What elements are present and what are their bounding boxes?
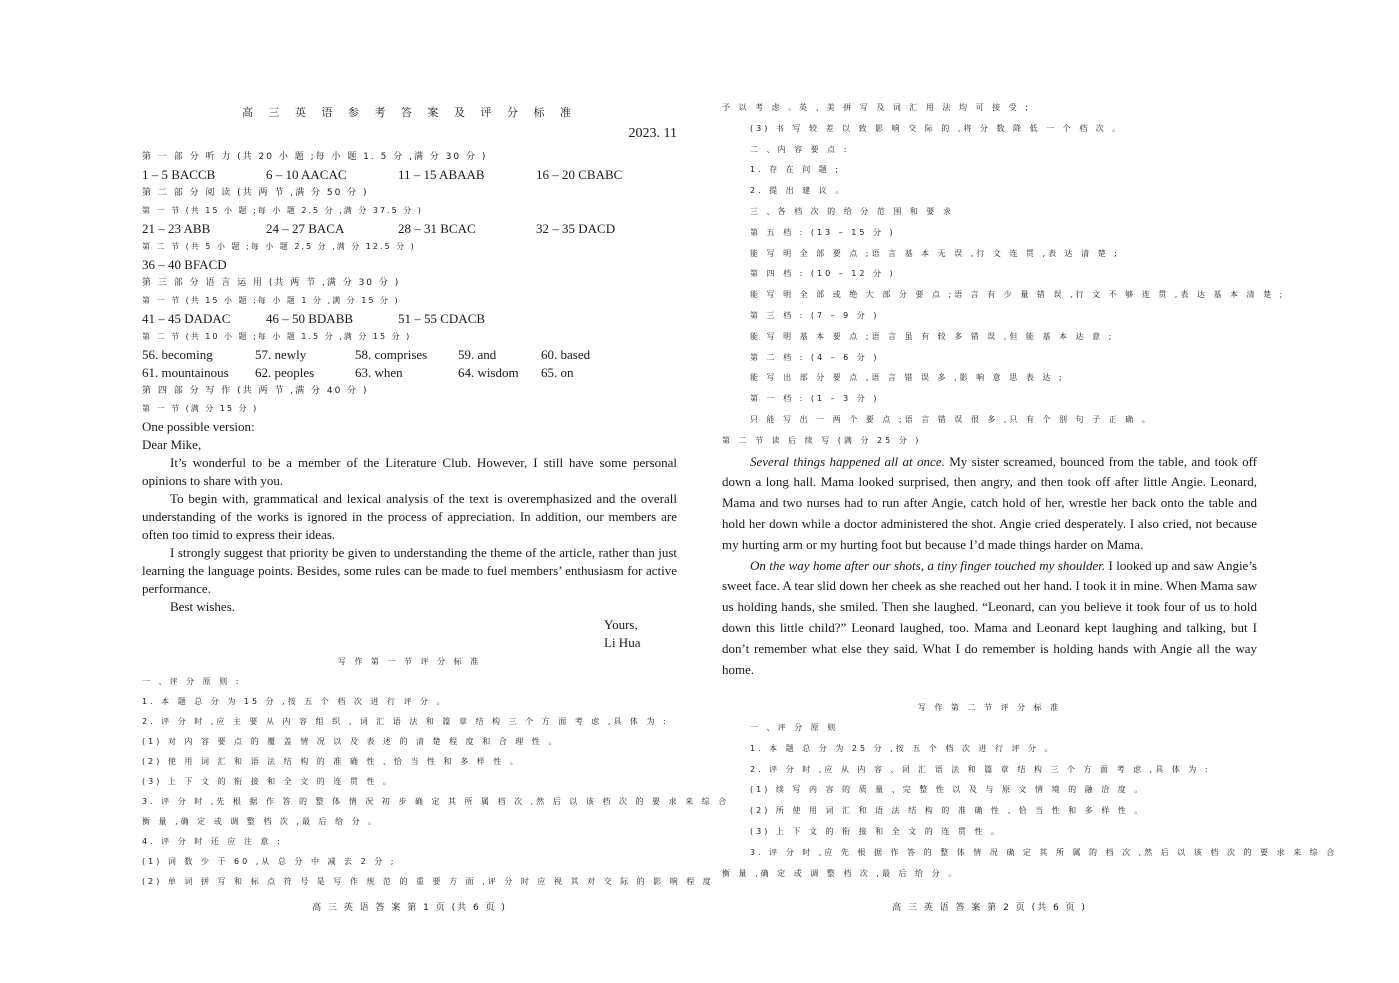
answer-group: 32 – 35 DACD xyxy=(536,221,616,236)
rubric-line: 2. 提 出 建 议 。 xyxy=(750,186,847,196)
part1-heading: 第 一 部 分 听 力 (共 20 小 题 ;每 小 题 1. 5 分 ,满 分 30 分 ) xyxy=(142,152,488,162)
possible-version-label: One possible version: xyxy=(142,419,255,434)
criteria-line: (2) 所 使 用 词 汇 和 语 法 结 构 的 准 确 性 、恰 当 性 和 多 样 性 。 xyxy=(750,806,1146,816)
criteria-block xyxy=(142,652,730,892)
letter-signature: Li Hua xyxy=(604,635,641,650)
part2-section2-heading: 第 二 节 (共 5 小 题 ;每 小 题 2.5 分 ,满 分 12.5 分 ) xyxy=(142,242,416,251)
story-lead: On the way home after our shots, a tiny finger touched my shoulder. xyxy=(750,557,1106,573)
word-answer: 61. mountainous xyxy=(142,365,229,380)
answer-group: 1 – 5 BACCB xyxy=(142,167,216,182)
answer-group: 36 – 40 BFACD xyxy=(142,257,227,272)
answer-group: 46 – 50 BDABB xyxy=(266,311,354,326)
criteria-line: 2. 评 分 时 ,应 从 内 容 、词 汇 语 法 和 篇 章 结 构 三 个 方 面 考 虑 ,具 体 为 : xyxy=(750,764,1211,774)
rubric-line: 能 写 明 基 本 要 点 ;语 言 虽 有 较 多 错 误 ,但 能 基 本 达 意 ; xyxy=(750,331,1115,341)
criteria-line: (2) 单 词 拼 写 和 标 点 符 号 是 写 作 规 范 的 重 要 方 面 ,评 分 时 应 视 其 对 交 际 的 影 响 程 度 xyxy=(142,877,714,886)
answer-key xyxy=(142,148,677,652)
criteria-title: 写 作 第 二 节 评 分 标 准 xyxy=(917,703,1062,712)
letter-greeting: Dear Mike, xyxy=(142,437,202,452)
word-answers-row xyxy=(142,346,677,364)
criteria-line: 1. 本 题 总 分 为 25 分 ,按 五 个 档 次 进 行 评 分 。 xyxy=(750,743,1056,753)
rubric-line: 1. 存 在 问 题 ; xyxy=(750,165,842,175)
part1-answers xyxy=(142,166,677,184)
part4-section2-heading: 第 二 节 读 后 续 写 (满 分 25 分 ) xyxy=(722,435,922,445)
rubric-line: 只 能 写 出 一 两 个 要 点 ;语 言 错 误 很 多 ,只 有 个 别 句 子 正 确 。 xyxy=(750,414,1153,424)
rubric-line: (3) 书 写 较 差 以 致 影 响 交 际 的 ,将 分 数 降 低 一 个 档 次 。 xyxy=(750,123,1124,133)
rubric-line: 能 写 出 部 分 要 点 ,语 言 错 误 多 ,影 响 意 思 表 达 ; xyxy=(750,373,1065,383)
story-paragraph xyxy=(722,452,1257,556)
criteria-line: 衡 量 ,确 定 或 调 整 档 次 ,最 后 给 分 。 xyxy=(722,868,960,878)
word-answer: 57. newly xyxy=(255,347,307,362)
letter-closing: Best wishes. xyxy=(170,599,235,614)
part3-section2-heading: 第 二 节 (共 10 小 题 ;每 小 题 1.5 分 ,满 分 15 分 ) xyxy=(142,332,412,341)
letter-paragraph: It’s wonderful to be a member of the Literature Club. However, I still have some personal opinions to share with you. xyxy=(142,455,677,488)
letter-paragraph: I strongly suggest that priority be given to understanding the theme of the article, rather than just learning the language points. Besides, some rules can be made to fuel members’ enthusiasm for active performance. xyxy=(142,545,677,596)
story-text: My sister screamed, bounced from the table, and took off down a long hall. Mama looked surprised, then angry, and then took off after little Angie. Leonard, Mama and two nurses had to run after Angie, catch hold of her, wrestle her back onto the table and hold her down while a doctor administered the shot. Angie cried desperately. I also cried, not because my hurting arm or my hurting foot but because I’d made things harder on Mama. xyxy=(722,453,1257,552)
criteria-line: 3. 评 分 时 ,应 先 根 据 作 答 的 整 体 情 况 确 定 其 所 属 的 档 次 ,然 后 以 该 档 次 的 要 求 来 综 合 xyxy=(750,847,1338,857)
rubric-band: 第 五 档 : (13 – 15 分 ) xyxy=(750,227,896,237)
criteria-title: 写 作 第 一 节 评 分 标 准 xyxy=(337,657,482,666)
letter-signoff: Yours, xyxy=(604,617,638,632)
story-lead: Several things happened all at once. xyxy=(750,453,945,469)
criteria-line: (1) 词 数 少 于 60 ,从 总 分 中 减 去 2 分 ; xyxy=(142,857,397,866)
page-title: 高 三 英 语 参 考 答 案 及 评 分 标 准 xyxy=(242,106,577,119)
answer-group: 16 – 20 CBABC xyxy=(536,167,623,182)
criteria-line: 3. 评 分 时 ,先 根 据 作 答 的 整 体 情 况 初 步 确 定 其 所 属 档 次 ,然 后 以 该 档 次 的 要 求 来 综 合 xyxy=(142,797,730,806)
rubric-line: 予 以 考 虑 。英 、美 拼 写 及 词 汇 用 法 均 可 接 受 ; xyxy=(722,103,1031,112)
word-answer: 63. when xyxy=(355,365,403,380)
part4-heading: 第 四 部 分 写 作 (共 两 节 ,满 分 40 分 ) xyxy=(142,386,369,396)
rubric-line: 能 写 明 全 部 要 点 ;语 言 基 本 无 误 ,行 文 连 贯 ,表 达 清 楚 ; xyxy=(750,248,1120,258)
rubric-band: 第 二 档 : (4 – 6 分 ) xyxy=(750,352,880,362)
answer-group: 11 – 15 ABAAB xyxy=(398,167,485,182)
rubric-heading: 三 、各 档 次 的 给 分 范 围 和 要 求 xyxy=(750,206,954,216)
criteria-line: 一 、评 分 原 则 xyxy=(750,723,839,732)
rubric-line: 能 写 明 全 部 或 绝 大 部 分 要 点 ;语 言 有 少 量 错 误 ,行 文 不 够 连 贯 ,表 达 基 本 清 楚 ; xyxy=(750,290,1286,300)
criteria-block xyxy=(722,698,1338,884)
rubric-band: 第 一 档 : (1 – 3 分 ) xyxy=(750,394,880,404)
answer-group: 21 – 23 ABB xyxy=(142,221,211,236)
story-paragraph xyxy=(722,556,1257,681)
word-answer: 58. comprises xyxy=(355,347,428,362)
rubric-block xyxy=(722,98,1286,680)
rubric-band: 第 三 档 : (7 – 9 分 ) xyxy=(750,310,880,320)
part2-answers xyxy=(142,220,677,238)
word-answer: 56. becoming xyxy=(142,347,213,362)
answer-group: 6 – 10 AACAC xyxy=(266,167,347,182)
part4-section1-heading: 第 一 节 (满 分 15 分 ) xyxy=(142,404,259,413)
answer-group: 41 – 45 DADAC xyxy=(142,311,231,326)
rubric-heading: 二 、内 容 要 点 : xyxy=(750,144,850,154)
criteria-line: 一 、评 分 原 则 : xyxy=(142,677,242,686)
criteria-line: (2) 使 用 词 汇 和 语 法 结 构 的 准 确 性 、恰 当 性 和 多 样 性 。 xyxy=(142,757,521,766)
page-footer: 高 三 英 语 答 案 第 1 页 (共 6 页 ) xyxy=(312,903,507,913)
page-left xyxy=(142,0,730,983)
criteria-line: (1) 续 写 内 容 的 质 量 、完 整 性 以 及 与 原 文 情 境 的 融 洽 度 。 xyxy=(750,785,1146,795)
page-right xyxy=(722,0,1338,983)
part3-section1-heading: 第 一 节 (共 15 小 题 ;每 小 题 1 分 ,满 分 15 分 ) xyxy=(142,296,400,305)
criteria-line: 4. 评 分 时 还 应 注 意 : xyxy=(142,837,283,846)
part3-answers xyxy=(142,310,677,328)
story-text: I looked up and saw Angie’s sweet face. A tear slid down her cheek as she reached out her hand. I took it in mine. When Mama saw us holding hands, she smiled. Then she laughed. “Leonard, can you believe it took four of us to hold down this little child?” Leonard laughed, too. Mama and Leonard kept laughing and talking, but I don’t remember what else they said. What I do remember is holding hands with Angie all the way home. xyxy=(722,557,1257,677)
word-answer: 62. peoples xyxy=(255,365,315,380)
letter-paragraph: To begin with, grammatical and lexical analysis of the text is overemphasized and the overall understanding of the works is ignored in the process of appreciation. In addition, our members are often too timid to express their ideas. xyxy=(142,491,677,542)
criteria-line: (3) 上 下 文 的 衔 接 和 全 文 的 连 贯 性 。 xyxy=(142,777,394,786)
answer-group: 24 – 27 BACA xyxy=(266,221,345,236)
criteria-line: (1) 对 内 容 要 点 的 覆 盖 情 况 以 及 表 述 的 清 楚 程 度 和 合 理 性 。 xyxy=(142,737,560,746)
date: 2023. 11 xyxy=(628,126,677,141)
answer-group: 28 – 31 BCAC xyxy=(398,221,476,236)
page-footer: 高 三 英 语 答 案 第 2 页 (共 6 页 ) xyxy=(892,903,1087,913)
criteria-line: 衡 量 ,确 定 或 调 整 档 次 ,最 后 给 分 。 xyxy=(142,817,380,826)
rubric-band: 第 四 档 : (10 – 12 分 ) xyxy=(750,269,896,279)
criteria-line: 1. 本 题 总 分 为 15 分 ,按 五 个 档 次 进 行 评 分 。 xyxy=(142,697,448,706)
criteria-line: (3) 上 下 文 的 衔 接 和 全 文 的 连 贯 性 。 xyxy=(750,826,1002,836)
word-answer: 60. based xyxy=(541,347,591,362)
criteria-line: 2. 评 分 时 ,应 主 要 从 内 容 组 织 、词 汇 语 法 和 篇 章 结 构 三 个 方 面 考 虑 ,具 体 为 : xyxy=(142,717,669,726)
part2-section1-heading: 第 一 节 (共 15 小 题 ;每 小 题 2.5 分 ,满 分 37.5 分 ) xyxy=(142,206,423,215)
answer-group: 51 – 55 CDACB xyxy=(398,311,486,326)
part2-heading: 第 二 部 分 阅 读 (共 两 节 ,满 分 50 分 ) xyxy=(142,188,369,198)
part3-heading: 第 三 部 分 语 言 运 用 (共 两 节 ,满 分 30 分 ) xyxy=(142,278,401,288)
word-answers-row xyxy=(142,364,677,382)
word-answer: 65. on xyxy=(541,365,574,380)
word-answer: 59. and xyxy=(458,347,497,362)
word-answer: 64. wisdom xyxy=(458,365,519,380)
